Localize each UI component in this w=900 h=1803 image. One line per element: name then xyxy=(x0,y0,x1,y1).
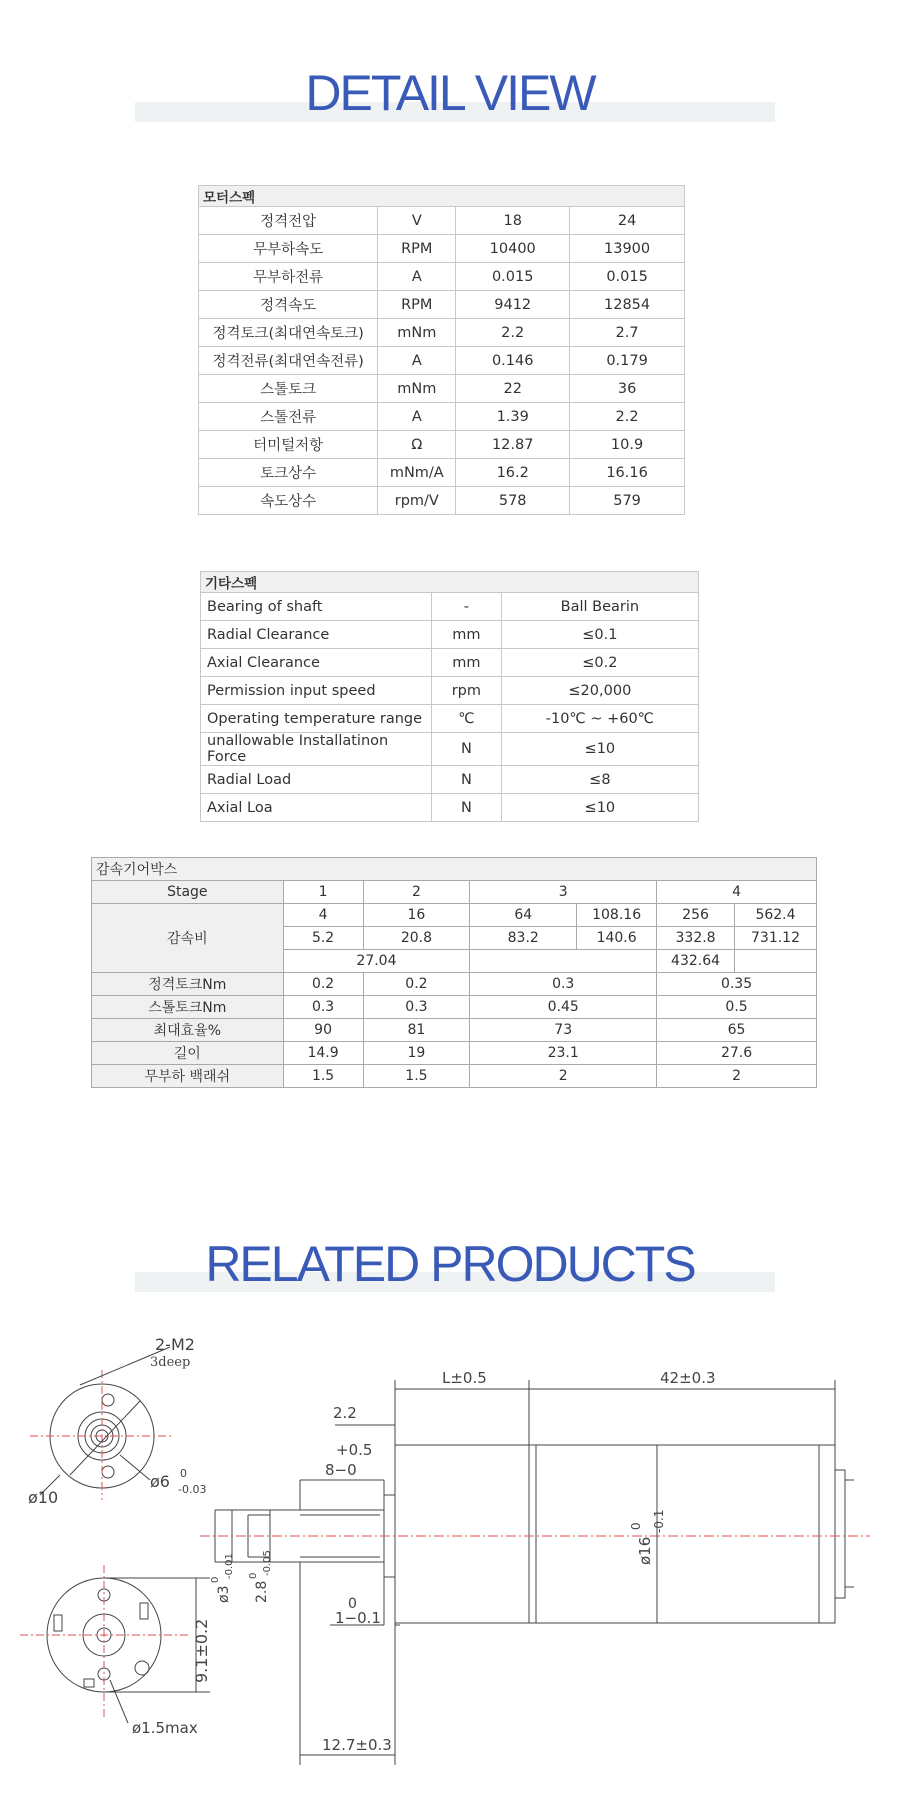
table-cell: 속도상수 xyxy=(199,487,378,515)
table-row xyxy=(92,881,817,904)
table-cell: 0.3 xyxy=(363,996,470,1019)
table-cell: 0.3 xyxy=(283,996,363,1019)
table-cell: 36 xyxy=(570,375,685,403)
label-d15max: ø1.5max xyxy=(132,1719,198,1737)
table-cell: 14.9 xyxy=(283,1042,363,1065)
table-row xyxy=(201,794,699,822)
table-cell: 90 xyxy=(283,1019,363,1042)
row-label: 최대효율% xyxy=(92,1019,284,1042)
stage-4: 4 xyxy=(657,881,817,904)
table-cell: 9412 xyxy=(456,291,570,319)
label-d16: ø16 xyxy=(636,1536,654,1565)
table-row xyxy=(199,459,685,487)
table-cell: 0.015 xyxy=(456,263,570,291)
table-cell: RPM xyxy=(378,235,456,263)
label-p05: +0.5 xyxy=(336,1441,373,1459)
table-cell: 579 xyxy=(570,487,685,515)
table-cell: N xyxy=(432,766,502,794)
spec-caption-row xyxy=(201,572,699,593)
table-cell: 562.4 xyxy=(735,904,817,927)
table-row xyxy=(201,705,699,733)
table-row xyxy=(92,904,817,927)
table-cell: mNm xyxy=(378,319,456,347)
table-cell: 스톨전류 xyxy=(199,403,378,431)
table-row xyxy=(201,593,699,621)
motor-spec-table xyxy=(198,185,685,515)
table-row xyxy=(199,291,685,319)
table-row xyxy=(199,375,685,403)
table-row xyxy=(199,403,685,431)
table-cell: 108.16 xyxy=(577,904,657,927)
label-d28-tol-low: -0.05 xyxy=(262,1550,273,1576)
table-cell: Axial Clearance xyxy=(201,649,432,677)
table-cell: 2.7 xyxy=(570,319,685,347)
label-l127: 12.7±0.3 xyxy=(322,1736,392,1754)
table-cell: 64 xyxy=(470,904,577,927)
table-cell: 65 xyxy=(657,1019,817,1042)
table-cell: 0.146 xyxy=(456,347,570,375)
table-cell: ≤20,000 xyxy=(501,677,698,705)
label-2-m2: 2-M2 xyxy=(155,1335,195,1354)
table-row xyxy=(201,649,699,677)
table-cell: ℃ xyxy=(432,705,502,733)
table-cell: 12.87 xyxy=(456,431,570,459)
table-cell: rpm/V xyxy=(378,487,456,515)
stage-1: 1 xyxy=(283,881,363,904)
table-cell: 27.6 xyxy=(657,1042,817,1065)
table-cell: 22 xyxy=(456,375,570,403)
table-cell: RPM xyxy=(378,291,456,319)
stage-2: 2 xyxy=(363,881,470,904)
table-cell: 0.3 xyxy=(470,973,657,996)
gearbox-table xyxy=(91,857,817,1088)
label-d3-tol-up: 0 xyxy=(210,1576,221,1583)
table-cell: ≤10 xyxy=(501,794,698,822)
table-cell: 27.04 xyxy=(283,950,470,973)
table-cell: 정격토크(최대연속토크) xyxy=(199,319,378,347)
label-d3-tol-low: -0.01 xyxy=(224,1553,235,1579)
table-cell: 2 xyxy=(470,1065,657,1088)
table-cell: 432.64 xyxy=(657,950,735,973)
table-cell: Bearing of shaft xyxy=(201,593,432,621)
table-cell: ≤0.1 xyxy=(501,621,698,649)
label-d22: 2.2 xyxy=(333,1404,357,1422)
table-cell: 무부하속도 xyxy=(199,235,378,263)
related-products-title: RELATED PRODUCTS xyxy=(205,1236,695,1292)
table-cell: 1.5 xyxy=(363,1065,470,1088)
table-row xyxy=(199,347,685,375)
table-row xyxy=(92,1065,817,1088)
spec-caption-row xyxy=(199,186,685,207)
table-cell: 10400 xyxy=(456,235,570,263)
table-cell: Radial Clearance xyxy=(201,621,432,649)
label-l42: 42±0.3 xyxy=(660,1369,716,1387)
table-cell: 2.2 xyxy=(456,319,570,347)
table-cell: 0.179 xyxy=(570,347,685,375)
table-cell: ≤0.2 xyxy=(501,649,698,677)
table-cell: 16 xyxy=(363,904,470,927)
table-cell: 16.2 xyxy=(456,459,570,487)
table-row xyxy=(92,973,817,996)
table-cell: Axial Loa xyxy=(201,794,432,822)
table-row xyxy=(92,1019,817,1042)
label-d28: 2.8 xyxy=(254,1580,270,1603)
table-cell: - xyxy=(432,593,502,621)
table-cell: 4 xyxy=(283,904,363,927)
table-cell: 18 xyxy=(456,207,570,235)
row-label: 길이 xyxy=(92,1042,284,1065)
back-view xyxy=(20,1565,210,1723)
table-row xyxy=(201,621,699,649)
label-l8: 8−0 xyxy=(325,1461,357,1479)
label-d16-tol-low: -0.1 xyxy=(652,1509,666,1533)
table-cell: 토크상수 xyxy=(199,459,378,487)
table-cell: 정격속도 xyxy=(199,291,378,319)
label-lpm: L±0.5 xyxy=(442,1369,487,1387)
table-cell: 256 xyxy=(657,904,735,927)
table-cell: Permission input speed xyxy=(201,677,432,705)
table-row xyxy=(199,207,685,235)
table-cell: Operating temperature range xyxy=(201,705,432,733)
table-cell: 19 xyxy=(363,1042,470,1065)
spec-caption: 모터스펙 xyxy=(199,186,685,207)
table-cell: 731.12 xyxy=(735,927,817,950)
table-cell: 10.9 xyxy=(570,431,685,459)
table-cell: 무부하전류 xyxy=(199,263,378,291)
table-cell xyxy=(470,950,657,973)
table-cell: 1.5 xyxy=(283,1065,363,1088)
table-row xyxy=(92,1042,817,1065)
table-row xyxy=(201,766,699,794)
table-cell: mNm xyxy=(378,375,456,403)
table-cell: 20.8 xyxy=(363,927,470,950)
table-cell: 578 xyxy=(456,487,570,515)
table-cell xyxy=(735,950,817,973)
label-d91: 9.1±0.2 xyxy=(192,1618,211,1683)
table-cell: 73 xyxy=(470,1019,657,1042)
label-d10: ø10 xyxy=(28,1488,59,1507)
label-d6-tol-up: 0 xyxy=(180,1467,187,1480)
spec-caption: 기타스펙 xyxy=(201,572,699,593)
table-cell: V xyxy=(378,207,456,235)
gearbox-caption: 감속기어박스 xyxy=(92,858,817,881)
table-cell: 16.16 xyxy=(570,459,685,487)
table-cell: N xyxy=(432,794,502,822)
table-cell: Radial Load xyxy=(201,766,432,794)
table-row xyxy=(201,677,699,705)
stage-3: 3 xyxy=(470,881,657,904)
gearbox-caption-row xyxy=(92,858,817,881)
table-cell: 83.2 xyxy=(470,927,577,950)
table-row xyxy=(201,733,699,766)
table-cell: 0.015 xyxy=(570,263,685,291)
table-cell: rpm xyxy=(432,677,502,705)
technical-drawing xyxy=(0,1325,900,1800)
table-cell: 0.2 xyxy=(363,973,470,996)
table-cell: 2 xyxy=(657,1065,817,1088)
label-3deep: 3deep xyxy=(150,1355,191,1370)
table-cell: 332.8 xyxy=(657,927,735,950)
table-cell: 13900 xyxy=(570,235,685,263)
table-cell: 81 xyxy=(363,1019,470,1042)
label-d6-tol-low: -0.03 xyxy=(178,1483,207,1496)
table-cell: Ω xyxy=(378,431,456,459)
table-cell: 2.2 xyxy=(570,403,685,431)
row-label: 정격토크Nm xyxy=(92,973,284,996)
row-label: 무부하 백래쉬 xyxy=(92,1065,284,1088)
row-label: 스톨토크Nm xyxy=(92,996,284,1019)
table-cell: A xyxy=(378,403,456,431)
table-cell: 0.2 xyxy=(283,973,363,996)
table-cell: 140.6 xyxy=(577,927,657,950)
label-d28-tol-up: 0 xyxy=(248,1572,259,1579)
stage-label: Stage xyxy=(92,881,284,904)
table-cell: 5.2 xyxy=(283,927,363,950)
table-cell: ≤8 xyxy=(501,766,698,794)
label-d16-tol-up: 0 xyxy=(629,1522,643,1530)
table-cell: 0.45 xyxy=(470,996,657,1019)
table-cell: 스톨토크 xyxy=(199,375,378,403)
label-l1: 1−0.1 xyxy=(335,1609,381,1627)
other-spec-table xyxy=(200,571,699,822)
table-cell: 정격전압 xyxy=(199,207,378,235)
table-cell: Ball Bearin xyxy=(501,593,698,621)
table-row xyxy=(199,487,685,515)
detail-view-title: DETAIL VIEW xyxy=(305,65,595,121)
side-view xyxy=(200,1380,870,1765)
label-d3: ø3 xyxy=(216,1585,232,1603)
table-cell: 0.35 xyxy=(657,973,817,996)
table-cell: mNm/A xyxy=(378,459,456,487)
table-row xyxy=(199,431,685,459)
table-row xyxy=(199,319,685,347)
table-cell: A xyxy=(378,263,456,291)
table-cell: A xyxy=(378,347,456,375)
label-d6: ø6 xyxy=(150,1472,170,1491)
table-cell: 1.39 xyxy=(456,403,570,431)
table-cell: 정격전류(최대연속전류) xyxy=(199,347,378,375)
ratio-label: 감속비 xyxy=(92,904,284,973)
table-cell: N xyxy=(432,733,502,766)
table-row xyxy=(199,263,685,291)
table-cell: 12854 xyxy=(570,291,685,319)
table-cell: 23.1 xyxy=(470,1042,657,1065)
table-cell: ≤10 xyxy=(501,733,698,766)
table-cell: -10℃ ~ +60℃ xyxy=(501,705,698,733)
table-cell: unallowable Installatinon Force xyxy=(201,733,432,766)
table-cell: mm xyxy=(432,649,502,677)
table-cell: 24 xyxy=(570,207,685,235)
label-l1-up: 0 xyxy=(348,1596,357,1612)
table-cell: mm xyxy=(432,621,502,649)
table-cell: 0.5 xyxy=(657,996,817,1019)
table-cell: 터미털저항 xyxy=(199,431,378,459)
table-row xyxy=(92,996,817,1019)
table-row xyxy=(199,235,685,263)
